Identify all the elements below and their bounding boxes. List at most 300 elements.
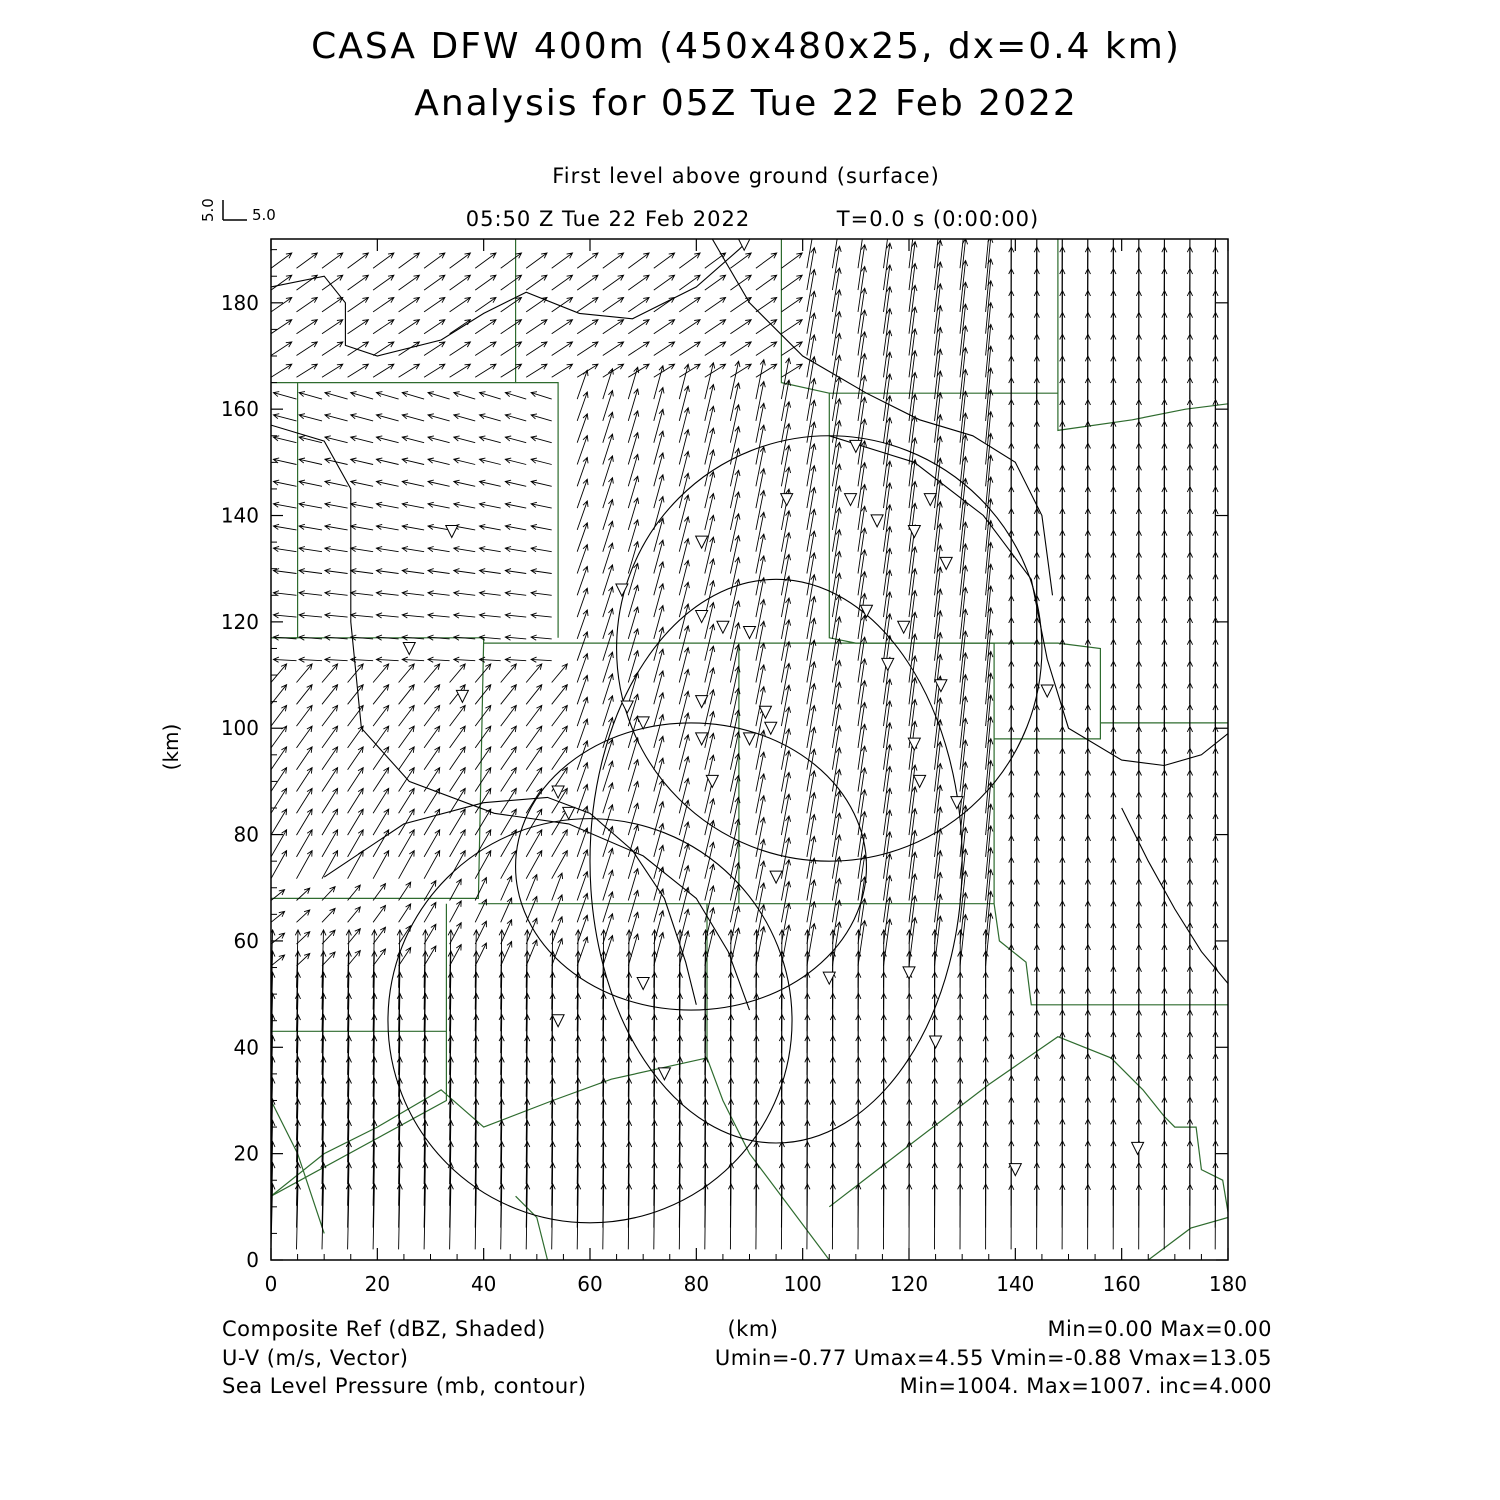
wind-vector	[960, 915, 968, 966]
wind-vector	[531, 414, 552, 421]
station-marker	[706, 775, 718, 787]
wind-vectors	[248, 203, 1219, 1249]
wind-vector	[402, 414, 424, 421]
wind-vector	[271, 933, 285, 944]
station-marker	[930, 1036, 942, 1048]
wind-vector	[986, 761, 993, 814]
wind-vector	[428, 392, 450, 399]
wind-vector	[273, 414, 296, 421]
wind-vector	[376, 591, 398, 596]
wind-vector	[402, 392, 424, 400]
wind-vector	[505, 591, 526, 596]
wind-vector	[299, 480, 322, 486]
wind-vector	[450, 298, 471, 312]
wind-vector	[454, 502, 475, 508]
wind-vector	[505, 392, 526, 399]
wind-vector	[273, 613, 296, 618]
wind-vector	[475, 747, 491, 770]
county-boundary	[516, 1196, 548, 1260]
wind-vector	[705, 930, 715, 966]
x-tick-label: 160	[1102, 1272, 1141, 1296]
wind-vector	[325, 414, 348, 421]
wind-vector	[424, 298, 445, 312]
wind-vector	[373, 253, 394, 268]
wind-vector	[454, 414, 475, 421]
wind-vector	[297, 726, 313, 748]
wind-vector	[756, 403, 765, 442]
wind-vector	[754, 930, 759, 988]
footer-wind-range: Umin=-0.77 Umax=4.55 Vmin=-0.88 Vmax=13.05	[714, 1346, 1272, 1370]
wind-vector	[805, 930, 810, 988]
wind-vector	[402, 458, 424, 465]
wind-vector	[397, 1184, 402, 1250]
station-marker	[456, 690, 468, 702]
wind-vector	[424, 664, 440, 683]
wind-vector	[705, 450, 715, 486]
wind-vector	[531, 657, 552, 662]
y-tick-label: 0	[246, 1248, 259, 1272]
wind-vector	[986, 651, 993, 704]
wind-vector	[781, 598, 790, 639]
wind-vector	[297, 768, 313, 792]
wind-vector	[679, 320, 700, 334]
wind-vector	[322, 298, 343, 312]
wind-vector	[679, 735, 689, 770]
wind-vector	[756, 774, 765, 813]
wind-vector	[552, 705, 568, 726]
wind-vector	[297, 954, 310, 966]
wind-vector	[730, 383, 740, 421]
wind-vector	[679, 430, 689, 465]
wind-vector	[299, 657, 322, 662]
wind-vector	[705, 733, 715, 769]
y-tick-label: 80	[233, 822, 259, 847]
wind-vector	[351, 591, 373, 596]
wind-vector	[756, 425, 765, 464]
wind-vector	[424, 924, 436, 944]
station-marker	[770, 871, 782, 883]
x-tick-label: 40	[470, 1272, 497, 1296]
wind-vector	[705, 428, 715, 464]
wind-vector	[373, 364, 394, 377]
wind-vector	[654, 342, 675, 356]
wind-vector	[756, 298, 777, 312]
wind-vector	[322, 664, 338, 683]
wind-vector	[881, 930, 886, 988]
wind-vector	[781, 642, 790, 683]
wind-vector	[475, 768, 491, 792]
wind-vector	[654, 366, 664, 399]
wind-vector	[505, 547, 526, 552]
wind-vector	[450, 342, 471, 356]
wind-vector	[884, 919, 892, 966]
wind-vector	[399, 788, 415, 813]
wind-vector	[679, 909, 689, 944]
wind-vector	[402, 436, 424, 443]
wind-vector	[450, 320, 471, 334]
wind-vector	[475, 364, 496, 377]
wind-vector	[348, 275, 369, 290]
wind-vector	[299, 392, 322, 400]
wind-vector	[986, 412, 993, 465]
wind-vector	[480, 436, 501, 443]
wind-vector	[552, 342, 573, 356]
wind-vector	[505, 436, 526, 443]
wind-vector	[399, 830, 415, 857]
wind-vector	[679, 887, 689, 922]
wind-vector	[297, 910, 310, 922]
wind-vector	[346, 1184, 351, 1250]
wind-vector	[705, 406, 715, 442]
wind-vector	[986, 630, 993, 683]
wind-vector	[273, 392, 296, 400]
wind-vector	[781, 380, 790, 421]
wind-vector	[271, 364, 292, 377]
wind-vector	[271, 253, 292, 268]
wind-vector	[679, 386, 689, 421]
wind-vector	[351, 502, 373, 508]
wind-vector	[986, 433, 993, 486]
wind-vector	[501, 364, 522, 377]
wind-vector	[756, 534, 765, 573]
wind-vector	[454, 480, 475, 486]
wind-vector	[531, 524, 552, 530]
wind-vector	[1187, 203, 1192, 268]
wind-vector	[960, 893, 968, 944]
wind-vector	[679, 342, 700, 356]
wind-vector	[475, 342, 496, 356]
wind-vector	[986, 368, 993, 421]
station-marker	[1041, 685, 1053, 697]
wind-vector	[428, 458, 450, 465]
x-tick-label: 100	[783, 1272, 822, 1296]
wind-vector	[501, 851, 517, 879]
wind-vector	[756, 382, 765, 421]
wind-vector	[960, 304, 968, 355]
wind-vector	[351, 613, 373, 618]
wind-vector	[501, 253, 522, 268]
wind-vector	[679, 364, 700, 377]
wind-vector	[781, 253, 802, 268]
wind-vector	[960, 522, 968, 573]
wind-vector	[399, 882, 411, 900]
wind-vector	[986, 739, 993, 792]
reference-v-label: 5.0	[199, 198, 217, 222]
wind-vector	[960, 435, 968, 486]
wind-vector	[297, 747, 313, 770]
wind-vector	[960, 261, 968, 312]
wind-vector	[373, 320, 394, 334]
wind-vector	[705, 603, 715, 639]
wind-vector	[273, 524, 296, 530]
wind-vector	[526, 275, 547, 290]
wind-vector	[781, 838, 790, 879]
wind-vector	[705, 342, 726, 356]
y-tick-label: 120	[220, 609, 259, 634]
wind-vector	[373, 298, 394, 312]
wind-vector	[299, 613, 322, 618]
wind-vector	[986, 913, 993, 966]
wind-vector	[705, 363, 715, 399]
wind-vector	[505, 524, 526, 530]
wind-vector	[960, 588, 968, 639]
wind-vector	[756, 796, 765, 835]
wind-vector	[781, 511, 790, 552]
wind-vector	[501, 664, 517, 683]
wind-vector	[399, 851, 415, 879]
wind-vector	[273, 502, 296, 508]
wind-vector	[297, 298, 318, 312]
wind-vector	[986, 521, 993, 574]
wind-vector	[531, 392, 552, 399]
wind-vector	[986, 477, 993, 530]
wind-vector	[351, 458, 373, 465]
station-marker	[446, 525, 458, 537]
wind-vector	[325, 569, 348, 574]
wind-vector	[450, 275, 471, 290]
wind-vector	[505, 414, 526, 421]
wind-vector	[475, 878, 486, 901]
wind-vector	[373, 342, 394, 356]
wind-vector	[454, 458, 475, 465]
wind-vector	[376, 657, 398, 662]
wind-vector	[373, 768, 389, 792]
pressure-contours	[271, 239, 1228, 1223]
wind-vector	[526, 851, 542, 879]
x-tick-label: 180	[1208, 1272, 1248, 1296]
wind-vector	[376, 392, 398, 400]
wind-vector	[271, 275, 292, 290]
wind-vector	[450, 726, 466, 748]
wind-vector	[603, 364, 624, 377]
x-axis-label: (km)	[727, 1317, 779, 1341]
wind-vector	[271, 320, 292, 334]
wind-vector	[271, 747, 287, 770]
wind-vector	[322, 342, 343, 356]
wind-vector	[299, 524, 322, 530]
wind-vector	[475, 298, 496, 312]
station-marker	[552, 1015, 564, 1027]
wind-vector	[986, 891, 993, 944]
footer-pressure-label: Sea Level Pressure (mb, contour)	[222, 1374, 587, 1398]
wind-vector	[480, 569, 501, 574]
wind-vector	[986, 870, 993, 923]
reference-u-label: 5.0	[252, 206, 276, 224]
wind-vector	[552, 275, 573, 290]
wind-vector	[654, 320, 675, 334]
wind-vector	[679, 364, 689, 399]
wind-vector	[603, 253, 624, 268]
wind-vector	[531, 547, 552, 552]
station-marker	[744, 627, 756, 639]
wind-vector	[986, 237, 993, 290]
station-marker	[882, 658, 894, 670]
x-tick-label: 120	[889, 1272, 929, 1296]
wind-vector	[475, 726, 491, 748]
wind-vector	[756, 883, 765, 922]
wind-vector	[299, 591, 322, 596]
wind-vector	[577, 253, 598, 268]
wind-vector	[960, 697, 968, 748]
wind-vector	[654, 253, 675, 268]
wind-vector	[654, 364, 675, 377]
pressure-contour-closed	[590, 579, 962, 1143]
wind-vector	[552, 253, 573, 268]
wind-vector	[501, 320, 522, 334]
wind-vector	[705, 298, 726, 312]
wind-vector	[271, 768, 287, 792]
wind-vector	[424, 253, 445, 268]
wind-vector	[299, 458, 322, 465]
wind-vector	[322, 788, 338, 813]
x-tick-label: 20	[364, 1272, 391, 1296]
county-boundaries	[271, 239, 1228, 1260]
wind-vector	[1085, 203, 1090, 268]
wind-vector	[273, 569, 296, 574]
wind-vector	[501, 342, 522, 356]
wind-vector	[373, 664, 389, 683]
wind-vector	[935, 916, 943, 966]
wind-vector	[399, 275, 420, 290]
wind-vector	[679, 451, 689, 486]
x-tick-label: 140	[996, 1272, 1035, 1296]
wind-vector	[428, 591, 450, 596]
wind-vector	[603, 342, 624, 356]
wind-vector	[679, 669, 689, 704]
x-tick-label: 60	[577, 1272, 603, 1296]
wind-vector	[454, 569, 475, 574]
wind-vector	[781, 882, 790, 923]
wind-vector	[424, 902, 436, 922]
wind-vector	[399, 342, 420, 356]
wind-vector	[756, 556, 765, 595]
wind-vector	[450, 923, 462, 944]
county-boundary	[1148, 1218, 1228, 1261]
station-marker	[658, 1068, 670, 1080]
wind-vector	[756, 342, 777, 356]
wind-vector	[248, 591, 271, 596]
wind-vector	[501, 705, 517, 726]
wind-vector	[402, 524, 424, 530]
footer-legend	[222, 1317, 1272, 1398]
wind-vector	[986, 695, 993, 748]
footer-ref-label: Composite Ref (dBZ, Shaded)	[222, 1317, 546, 1341]
wind-vector	[960, 566, 968, 617]
wind-vector	[781, 533, 790, 574]
wind-vector	[322, 364, 343, 377]
wind-vector	[730, 361, 740, 399]
wind-vector	[505, 635, 526, 640]
wind-vector	[450, 705, 466, 726]
wind-vector	[448, 1184, 453, 1250]
wind-vector	[325, 547, 348, 552]
wind-vector	[781, 620, 790, 661]
station-marker	[908, 738, 920, 750]
wind-vector	[986, 608, 993, 661]
wind-vector	[705, 472, 715, 508]
wind-vector	[325, 502, 348, 508]
county-boundary	[707, 1058, 829, 1260]
wind-vector	[679, 408, 689, 443]
wind-vector	[781, 364, 802, 377]
wind-vector	[781, 554, 790, 595]
wind-vector	[348, 298, 369, 312]
level-label: First level above ground (surface)	[552, 164, 940, 188]
footer-pressure-range: Min=1004. Max=1007. inc=4.000	[899, 1374, 1272, 1398]
wind-vector	[756, 621, 765, 660]
wind-vector	[428, 480, 450, 486]
wind-vector	[603, 369, 614, 399]
wind-vector	[531, 502, 552, 508]
wind-vector	[552, 664, 568, 683]
wind-vector	[297, 253, 318, 268]
wind-vector	[475, 899, 486, 922]
wind-vector	[986, 586, 993, 639]
wind-vector	[756, 665, 765, 704]
station-marker	[696, 611, 708, 623]
wind-vector	[781, 816, 790, 857]
wind-vector	[679, 582, 689, 617]
wind-vector	[501, 898, 512, 922]
wind-vector	[475, 320, 496, 334]
wind-vector	[960, 718, 968, 769]
wind-vector	[351, 547, 373, 552]
wind-vector	[986, 281, 993, 334]
wind-vector	[351, 480, 373, 486]
wind-vector	[325, 591, 348, 596]
wind-vector	[376, 414, 398, 421]
wind-vector	[399, 685, 415, 705]
wind-vector	[271, 298, 292, 312]
wind-vector	[248, 436, 271, 443]
wind-vector	[730, 448, 740, 486]
wind-vector	[450, 253, 471, 268]
pressure-contour-closed	[516, 723, 867, 1010]
wind-vector	[325, 613, 348, 618]
wind-vector	[297, 705, 313, 726]
wind-vector	[986, 564, 993, 617]
wind-vector	[705, 385, 715, 421]
wind-vector	[424, 275, 445, 290]
wind-vector	[858, 921, 867, 966]
station-marker	[903, 967, 915, 979]
station-marker	[871, 515, 883, 527]
wind-vector	[679, 866, 689, 901]
wind-vector	[402, 657, 424, 662]
wind-vector	[454, 613, 475, 618]
station-marker	[765, 722, 777, 734]
wind-vector	[322, 930, 335, 944]
wind-vector	[986, 346, 993, 399]
wind-vector	[654, 275, 675, 290]
wind-vector	[705, 320, 726, 334]
wind-vector	[501, 726, 517, 748]
pressure-contour	[712, 239, 1052, 595]
wind-vector	[450, 747, 466, 770]
wind-vector	[454, 436, 475, 443]
wind-vector	[248, 635, 271, 640]
county-boundary	[516, 383, 559, 638]
wind-vector	[705, 646, 715, 682]
wind-vector	[705, 494, 715, 530]
station-marker	[621, 701, 633, 713]
wind-vector	[531, 613, 552, 618]
wind-vector	[348, 253, 369, 268]
wind-vector	[679, 517, 689, 552]
wind-vector	[705, 537, 715, 573]
wind-vector	[297, 275, 318, 290]
wind-vector	[756, 905, 765, 944]
